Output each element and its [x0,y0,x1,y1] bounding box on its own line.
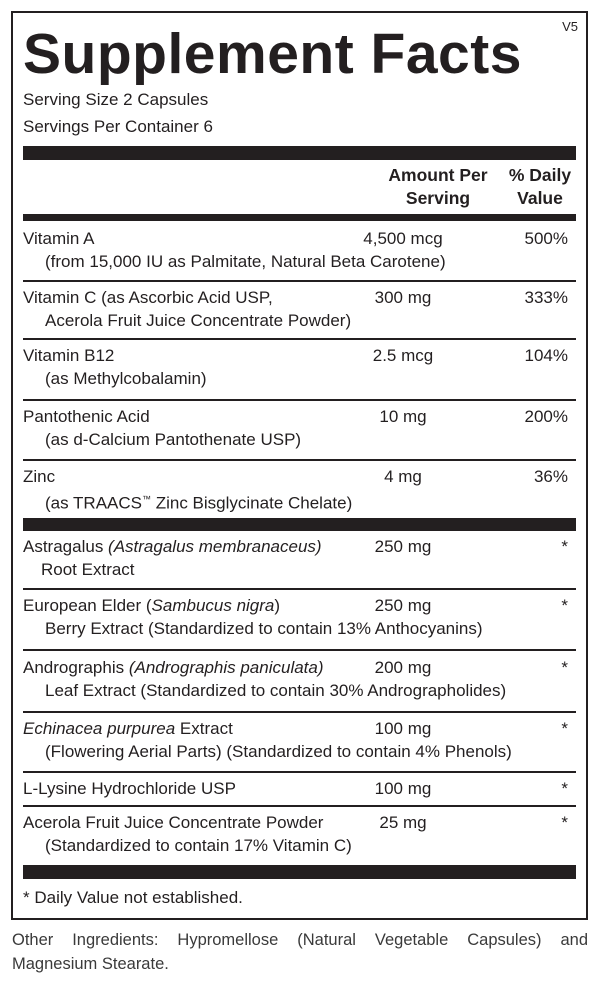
row-divider [23,459,576,461]
row-divider [23,588,576,590]
serving-size: Serving Size 2 Capsules [23,90,209,109]
nutrient-daily-value: 333% [524,288,568,307]
ingredient-daily-value: * [561,658,568,677]
ingredient-daily-value: * [561,813,568,832]
row-divider [23,711,576,713]
thick-divider [23,146,576,160]
nutrient-daily-value: 200% [524,407,568,426]
ingredient-amount: 250 mg [374,596,432,615]
nutrient-name: Vitamin C (as Ascorbic Acid USP, [23,288,273,307]
nutrient-detail: (from 15,000 IU as Palmitate, Natural Beta Carotene) [45,252,446,271]
nutrient-name: Zinc [23,467,56,486]
ingredient-name: L-Lysine Hydrochloride USP [23,779,236,798]
ingredient-detail: (Flowering Aerial Parts) (Standardized to contain 4% Phenols) [45,742,512,761]
supplement-facts-panel [11,11,588,920]
ingredient-amount: 100 mg [374,779,432,798]
nutrient-name: Vitamin A [23,229,95,248]
ingredient-daily-value: * [561,596,568,615]
row-divider [23,805,576,807]
panel-title: Supplement Facts [23,22,522,86]
ingredient-daily-value: * [561,537,568,556]
nutrient-daily-value: 500% [524,229,568,248]
version-label: V5 [562,19,578,34]
ingredient-amount: 250 mg [374,537,432,556]
nutrient-amount: 300 mg [374,288,432,307]
nutrient-amount: 2.5 mcg [372,346,434,365]
nutrient-daily-value: 104% [524,346,568,365]
row-divider [23,771,576,773]
servings-per-container: Servings Per Container 6 [23,117,213,136]
thick-divider [23,518,576,531]
nutrient-detail: (as TRAACS™ Zinc Bisglycinate Chelate) [45,493,353,513]
row-divider [23,399,576,401]
ingredient-name: Echinacea purpurea Extract [23,719,233,738]
medium-divider [23,214,576,221]
ingredient-daily-value: * [561,719,568,738]
daily-value-header: % Daily Value [508,165,572,208]
nutrient-detail: (as Methylcobalamin) [45,369,207,388]
ingredient-name: Andrographis (Andrographis paniculata) [23,658,324,677]
ingredient-name: Astragalus (Astragalus membranaceus) [23,537,322,556]
ingredient-detail: (Standardized to contain 17% Vitamin C) [45,836,352,855]
row-divider [23,280,576,282]
nutrient-amount: 4 mg [384,467,422,486]
other-ingredients: Other Ingredients: Hypromellose (Natural Vegetable Capsules) and Magnesium Stearate. [12,931,588,973]
nutrient-detail: (as d-Calcium Pantothenate USP) [45,430,302,449]
nutrient-amount: 4,500 mcg [363,229,443,248]
ingredient-name: European Elder (Sambucus nigra) [23,596,281,615]
amount-per-serving-header: Amount Per Serving [388,165,488,208]
row-divider [23,649,576,651]
ingredient-name: Acerola Fruit Juice Concentrate Powder [23,813,324,832]
ingredient-amount: 100 mg [374,719,432,738]
row-divider [23,338,576,340]
nutrient-name: Pantothenic Acid [23,407,150,426]
nutrient-name: Vitamin B12 [23,346,115,365]
nutrient-amount: 10 mg [379,407,427,426]
ingredient-detail: Berry Extract (Standardized to contain 13% Anthocyanins) [45,619,483,638]
ingredient-amount: 25 mg [379,813,427,832]
thick-divider [23,865,576,879]
ingredient-daily-value: * [561,779,568,798]
nutrient-detail: Acerola Fruit Juice Concentrate Powder) [45,311,352,330]
daily-value-footnote: * Daily Value not established. [23,888,243,907]
ingredient-detail: Root Extract [41,560,135,579]
nutrient-daily-value: 36% [533,467,568,486]
ingredient-amount: 200 mg [374,658,432,677]
ingredient-detail: Leaf Extract (Standardized to contain 30% Andrographolides) [45,681,507,700]
